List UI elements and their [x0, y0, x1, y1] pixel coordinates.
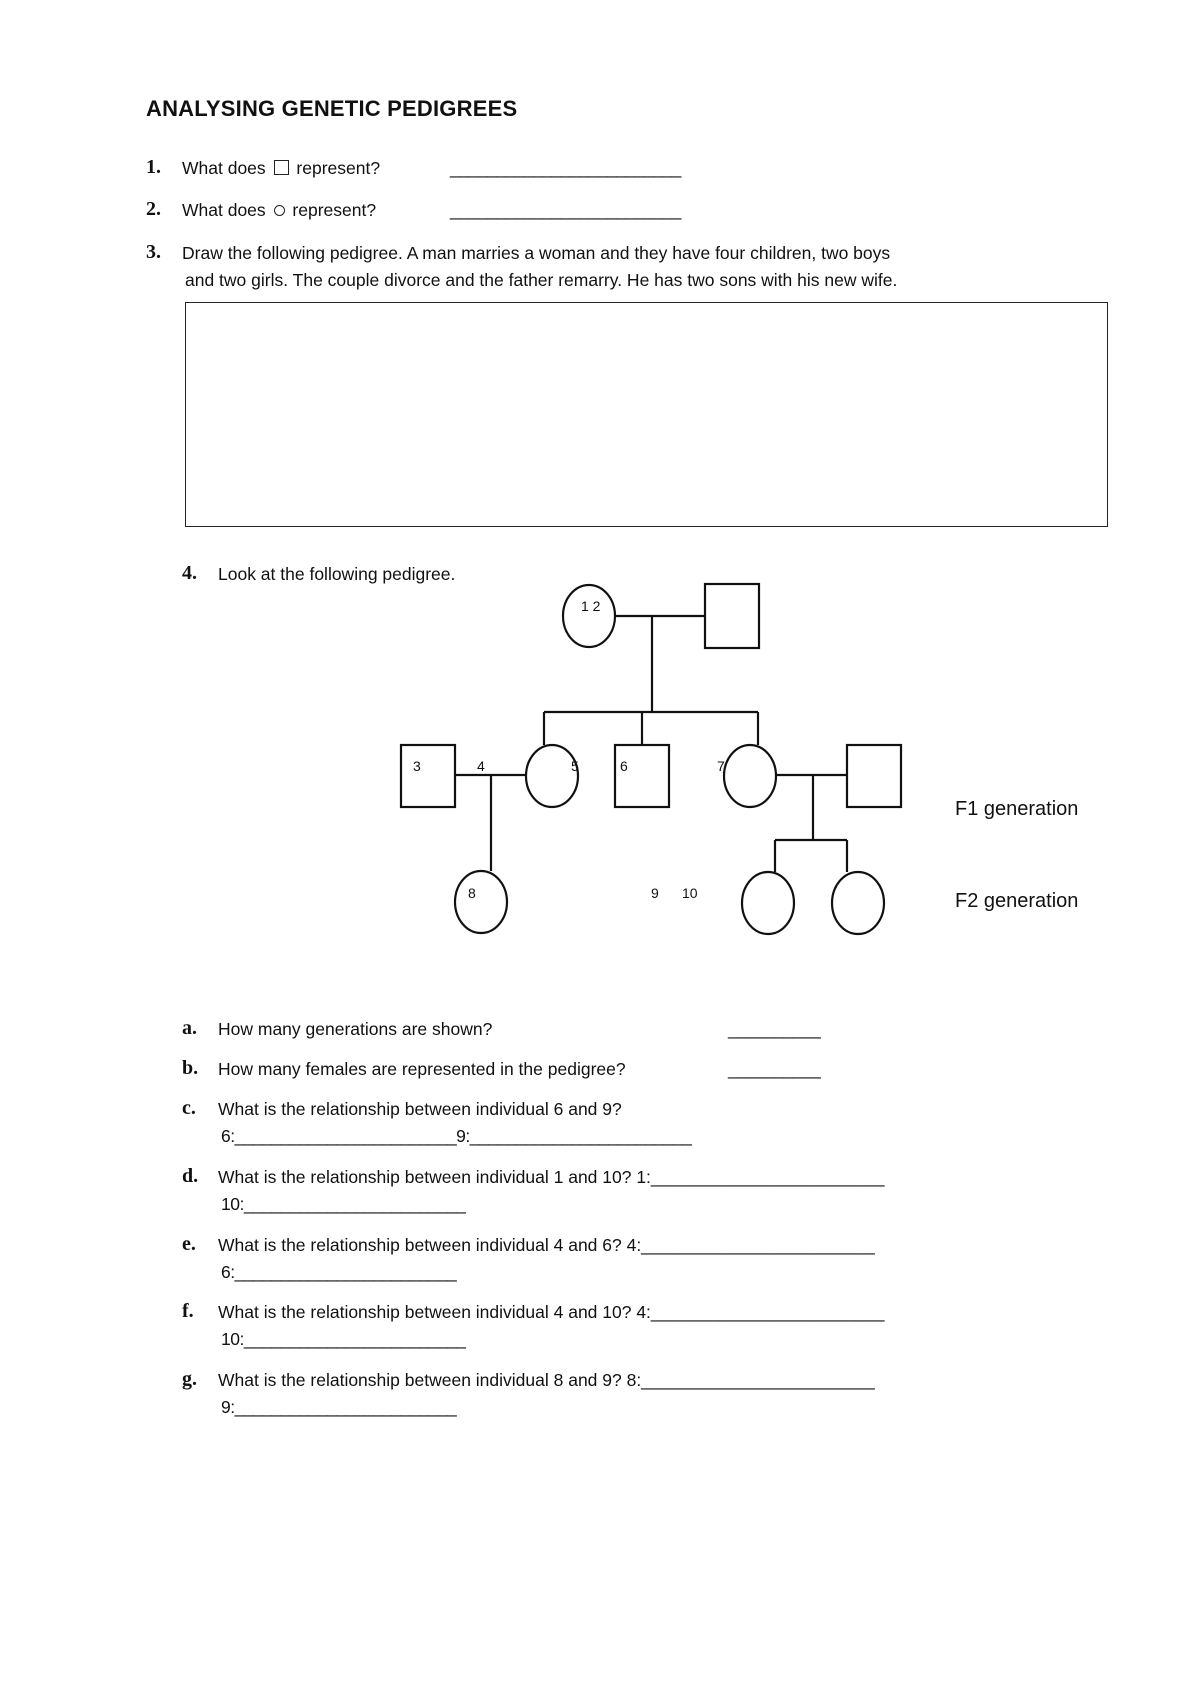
label-3: 3 [413, 758, 421, 774]
qe-answer-line[interactable]: 6:________________________ [221, 1262, 457, 1282]
individual-7-circle [724, 745, 776, 807]
q4-text: Look at the following pedigree. [218, 564, 456, 584]
individual-8-circle [455, 871, 507, 933]
f1-generation-label: F1 generation [955, 798, 1079, 820]
individual-5-circle [526, 745, 578, 807]
q3-text-line1: Draw the following pedigree. A man marries a woman and they have four children, two boys [182, 243, 891, 263]
qe-letter: e. [182, 1233, 196, 1255]
qc-letter: c. [182, 1097, 196, 1119]
qe-text: What is the relationship between individual 4 and 6? 4:________________________ [218, 1235, 875, 1255]
individual-6-square [615, 745, 669, 807]
label-7: 7 [717, 758, 725, 774]
individual-9-circle [742, 872, 794, 934]
q1-number: 1. [146, 156, 161, 178]
label-6: 6 [620, 758, 628, 774]
q2-text-before: What does [182, 200, 266, 220]
qb-text: How many females are represented in the pedigree? [218, 1059, 626, 1079]
qf-answer-line[interactable]: 10:________________________ [221, 1329, 466, 1349]
q4-number: 4. [182, 562, 197, 584]
q3-number: 3. [146, 241, 161, 263]
f2-generation-label: F2 generation [955, 890, 1079, 912]
q1-answer-blank[interactable]: _________________________ [450, 158, 681, 178]
qd-answer-line[interactable]: 10:________________________ [221, 1194, 466, 1214]
individual-1-2-circle [563, 585, 615, 647]
label-8: 8 [468, 885, 476, 901]
qg-text: What is the relationship between individual 8 and 9? 8:________________________ [218, 1370, 875, 1390]
label-1-2: 1 2 [581, 598, 601, 614]
qf-letter: f. [182, 1300, 194, 1322]
label-9: 9 [651, 885, 659, 901]
qd-text: What is the relationship between individual 1 and 10? 1:________________________ [218, 1167, 885, 1187]
q2-text-after: represent? [292, 200, 377, 220]
qb-answer-blank[interactable]: __________ [728, 1059, 821, 1079]
individual-3-square [401, 745, 455, 807]
q3-text-line2: and two girls. The couple divorce and the father remarry. He has two sons with his new wife. [185, 270, 898, 290]
qa-letter: a. [182, 1017, 197, 1039]
q1-text-before: What does [182, 158, 266, 178]
qa-answer-blank[interactable]: __________ [728, 1019, 821, 1039]
individual-spouse-square [847, 745, 901, 807]
individual-10-circle [832, 872, 884, 934]
qg-answer-line[interactable]: 9:________________________ [221, 1397, 457, 1417]
q1-text-after: represent? [296, 158, 381, 178]
qc-answer-line[interactable]: 6:________________________9:________________________ [221, 1126, 692, 1146]
qg-letter: g. [182, 1368, 197, 1390]
q2-answer-blank[interactable]: _________________________ [450, 200, 681, 220]
qd-letter: d. [182, 1165, 199, 1187]
label-10: 10 [682, 885, 698, 901]
q2-number: 2. [146, 198, 161, 220]
label-4: 4 [477, 758, 485, 774]
qb-letter: b. [182, 1057, 199, 1079]
qa-text: How many generations are shown? [218, 1019, 493, 1039]
page-title: ANALYSING GENETIC PEDIGREES [146, 96, 518, 121]
qc-text: What is the relationship between individual 6 and 9? [218, 1099, 622, 1119]
qf-text: What is the relationship between individual 4 and 10? 4:________________________ [218, 1302, 885, 1322]
individual-father-square [705, 584, 759, 648]
label-5: 5 [571, 758, 579, 774]
